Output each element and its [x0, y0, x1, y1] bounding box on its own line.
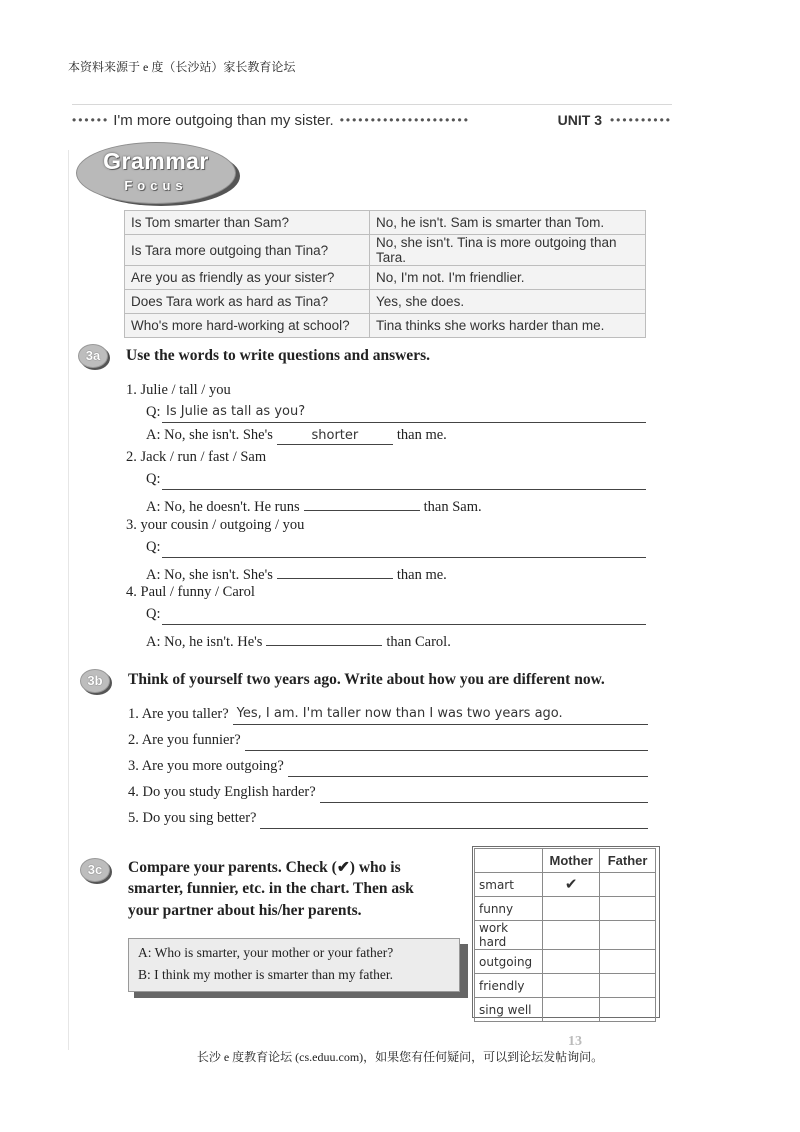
chart-row-label: smart: [475, 873, 543, 897]
exercise-3b-instruction: Think of yourself two years ago. Write about how you are different now.: [128, 671, 605, 688]
exercise-3b-item: [128, 706, 648, 725]
grammar-question: Does Tara work as hard as Tina?: [125, 290, 370, 314]
question-answer-field[interactable]: Is Julie as tall as you?: [162, 404, 646, 423]
answer-suffix: than me.: [396, 427, 447, 443]
parents-chart: [474, 848, 656, 1022]
grammar-answer: No, he isn't. Sam is smarter than Tom.: [370, 211, 646, 235]
header-rule: [72, 104, 672, 105]
question-answer-field[interactable]: [162, 471, 646, 490]
answer-blank[interactable]: shorter: [277, 428, 393, 445]
answer-prefix: A: No, she isn't. She's: [146, 567, 273, 583]
chart-row: [475, 950, 656, 974]
exercise-3a-instruction: Use the words to write questions and answers.: [126, 347, 430, 364]
exercise-3a-prompt: 2. Jack / run / fast / Sam: [126, 449, 267, 465]
grammar-question: Are you as friendly as your sister?: [125, 266, 370, 290]
exercise-3b-answer-field[interactable]: [245, 732, 648, 751]
example-line-b: B: I think my mother is smarter than my father.: [138, 967, 393, 982]
chart-row: [475, 998, 656, 1022]
chart-cell-father[interactable]: [600, 873, 656, 897]
chart-cell-mother[interactable]: [543, 950, 600, 974]
header-dots-right: ••••••••••: [609, 113, 672, 127]
grammar-answer: Yes, she does.: [370, 290, 646, 314]
chart-row: [475, 974, 656, 998]
chart-row-label: work hard: [475, 921, 543, 950]
exercise-3b-item: [128, 810, 648, 829]
exercise-3b-question: 5. Do you sing better?: [128, 810, 257, 826]
exercise-3a-prompt: 1. Julie / tall / you: [126, 382, 231, 398]
margin-rule: [68, 150, 69, 1050]
exercise-3b-item: [128, 784, 648, 803]
unit-title: I'm more outgoing than my sister.: [113, 111, 334, 129]
question-label: Q:: [146, 404, 161, 420]
chart-row-label: funny: [475, 897, 543, 921]
exercise-3b-question: 4. Do you study English harder?: [128, 784, 316, 800]
chart-row-label: sing well: [475, 998, 543, 1022]
grammar-question: Who's more hard-working at school?: [125, 314, 370, 338]
chart-row: [475, 873, 656, 897]
source-note: 本资料来源于 e 度（长沙站）家长教育论坛: [68, 60, 296, 74]
grammar-answer: No, I'm not. I'm friendlier.: [370, 266, 646, 290]
answer-line: [146, 427, 447, 445]
answer-line: [146, 494, 482, 516]
exercise-3b-item: [128, 732, 648, 751]
exercise-3b-answer-field[interactable]: [288, 758, 648, 777]
chart-cell-father[interactable]: [600, 950, 656, 974]
answer-suffix: than Sam.: [423, 499, 482, 515]
chart-row: [475, 897, 656, 921]
exercise-3b-item: [128, 758, 648, 777]
grammar-row: [125, 314, 646, 338]
answer-blank[interactable]: [304, 494, 420, 511]
example-line-a: A: Who is smarter, your mother or your father?: [138, 945, 394, 960]
exercise-3c-instruction-1: Compare your parents. Check (✔) who is: [128, 859, 401, 876]
grammar-row: [125, 235, 646, 266]
chart-cell-father[interactable]: [600, 897, 656, 921]
question-answer-field[interactable]: [162, 539, 646, 558]
grammar-row: [125, 290, 646, 314]
question-answer-field[interactable]: [162, 606, 646, 625]
exercise-3a-badge: 3a: [78, 344, 108, 368]
exercise-3a-prompt: 4. Paul / funny / Carol: [126, 584, 255, 600]
question-label: Q:: [146, 539, 161, 555]
exercise-3b-answer-field[interactable]: [320, 784, 648, 803]
exercise-3b-question: 3. Are you more outgoing?: [128, 758, 284, 774]
answer-suffix: than me.: [396, 567, 447, 583]
chart-row-label: outgoing: [475, 950, 543, 974]
exercise-3b-answer-field[interactable]: Yes, I am. I'm taller now than I was two years ago.: [233, 706, 648, 725]
question-label: Q:: [146, 606, 161, 622]
grammar-question: Is Tara more outgoing than Tina?: [125, 235, 370, 266]
chart-cell-mother[interactable]: [543, 974, 600, 998]
chart-cell-father[interactable]: [600, 974, 656, 998]
page-number: 13: [568, 1034, 582, 1048]
chart-row: [475, 921, 656, 950]
chart-cell-father[interactable]: [600, 921, 656, 950]
grammar-row: [125, 266, 646, 290]
chart-cell-father[interactable]: [600, 998, 656, 1022]
exercise-3a-prompt: 3. your cousin / outgoing / you: [126, 517, 305, 533]
grammar-question: Is Tom smarter than Sam?: [125, 211, 370, 235]
chart-header-mother: Mother: [543, 849, 600, 873]
chart-header-father: Father: [600, 849, 656, 873]
exercise-3c-instruction-2: smarter, funnier, etc. in the chart. Then ask: [128, 880, 414, 897]
chart-header-blank: [475, 849, 543, 873]
badge-subtitle: Focus: [124, 178, 188, 193]
exercise-3b-question: 2. Are you funnier?: [128, 732, 241, 748]
unit-header: [72, 110, 672, 130]
grammar-answer: No, she isn't. Tina is more outgoing than Tara.: [370, 235, 646, 266]
answer-suffix: than Carol.: [386, 634, 451, 650]
exercise-3b-badge: 3b: [80, 669, 110, 693]
answer-prefix: A: No, he doesn't. He runs: [146, 499, 300, 515]
exercise-3c-instruction-3: your partner about his/her parents.: [128, 902, 362, 919]
grammar-row: [125, 211, 646, 235]
badge-title: Grammar: [103, 148, 209, 174]
header-dots-mid: •••••••••••••••••••••: [339, 113, 470, 127]
grammar-table: [124, 210, 646, 338]
chart-cell-mother[interactable]: [543, 921, 600, 950]
grammar-answer: Tina thinks she works harder than me.: [370, 314, 646, 338]
exercise-3b-answer-field[interactable]: [260, 810, 648, 829]
exercise-3b-question: 1. Are you taller?: [128, 706, 229, 722]
chart-cell-mother[interactable]: [543, 998, 600, 1022]
unit-label: UNIT 3: [557, 112, 602, 128]
chart-row-label: friendly: [475, 974, 543, 998]
answer-line: [146, 629, 451, 651]
exercise-3c-badge: 3c: [80, 858, 110, 882]
answer-blank[interactable]: [277, 562, 393, 579]
answer-prefix: A: No, he isn't. He's: [146, 634, 263, 650]
chart-cell-mother[interactable]: ✔: [543, 873, 600, 897]
footer-note: 长沙 e 度教育论坛 (cs.eduu.com)，如果您有任何疑问，可以到论坛发帖询问。: [196, 1050, 604, 1064]
answer-blank[interactable]: [266, 629, 382, 646]
question-label: Q:: [146, 471, 161, 487]
answer-line: [146, 562, 447, 584]
chart-cell-mother[interactable]: [543, 897, 600, 921]
answer-prefix: A: No, she isn't. She's: [146, 427, 273, 443]
header-dots-left: ••••••: [72, 113, 110, 127]
